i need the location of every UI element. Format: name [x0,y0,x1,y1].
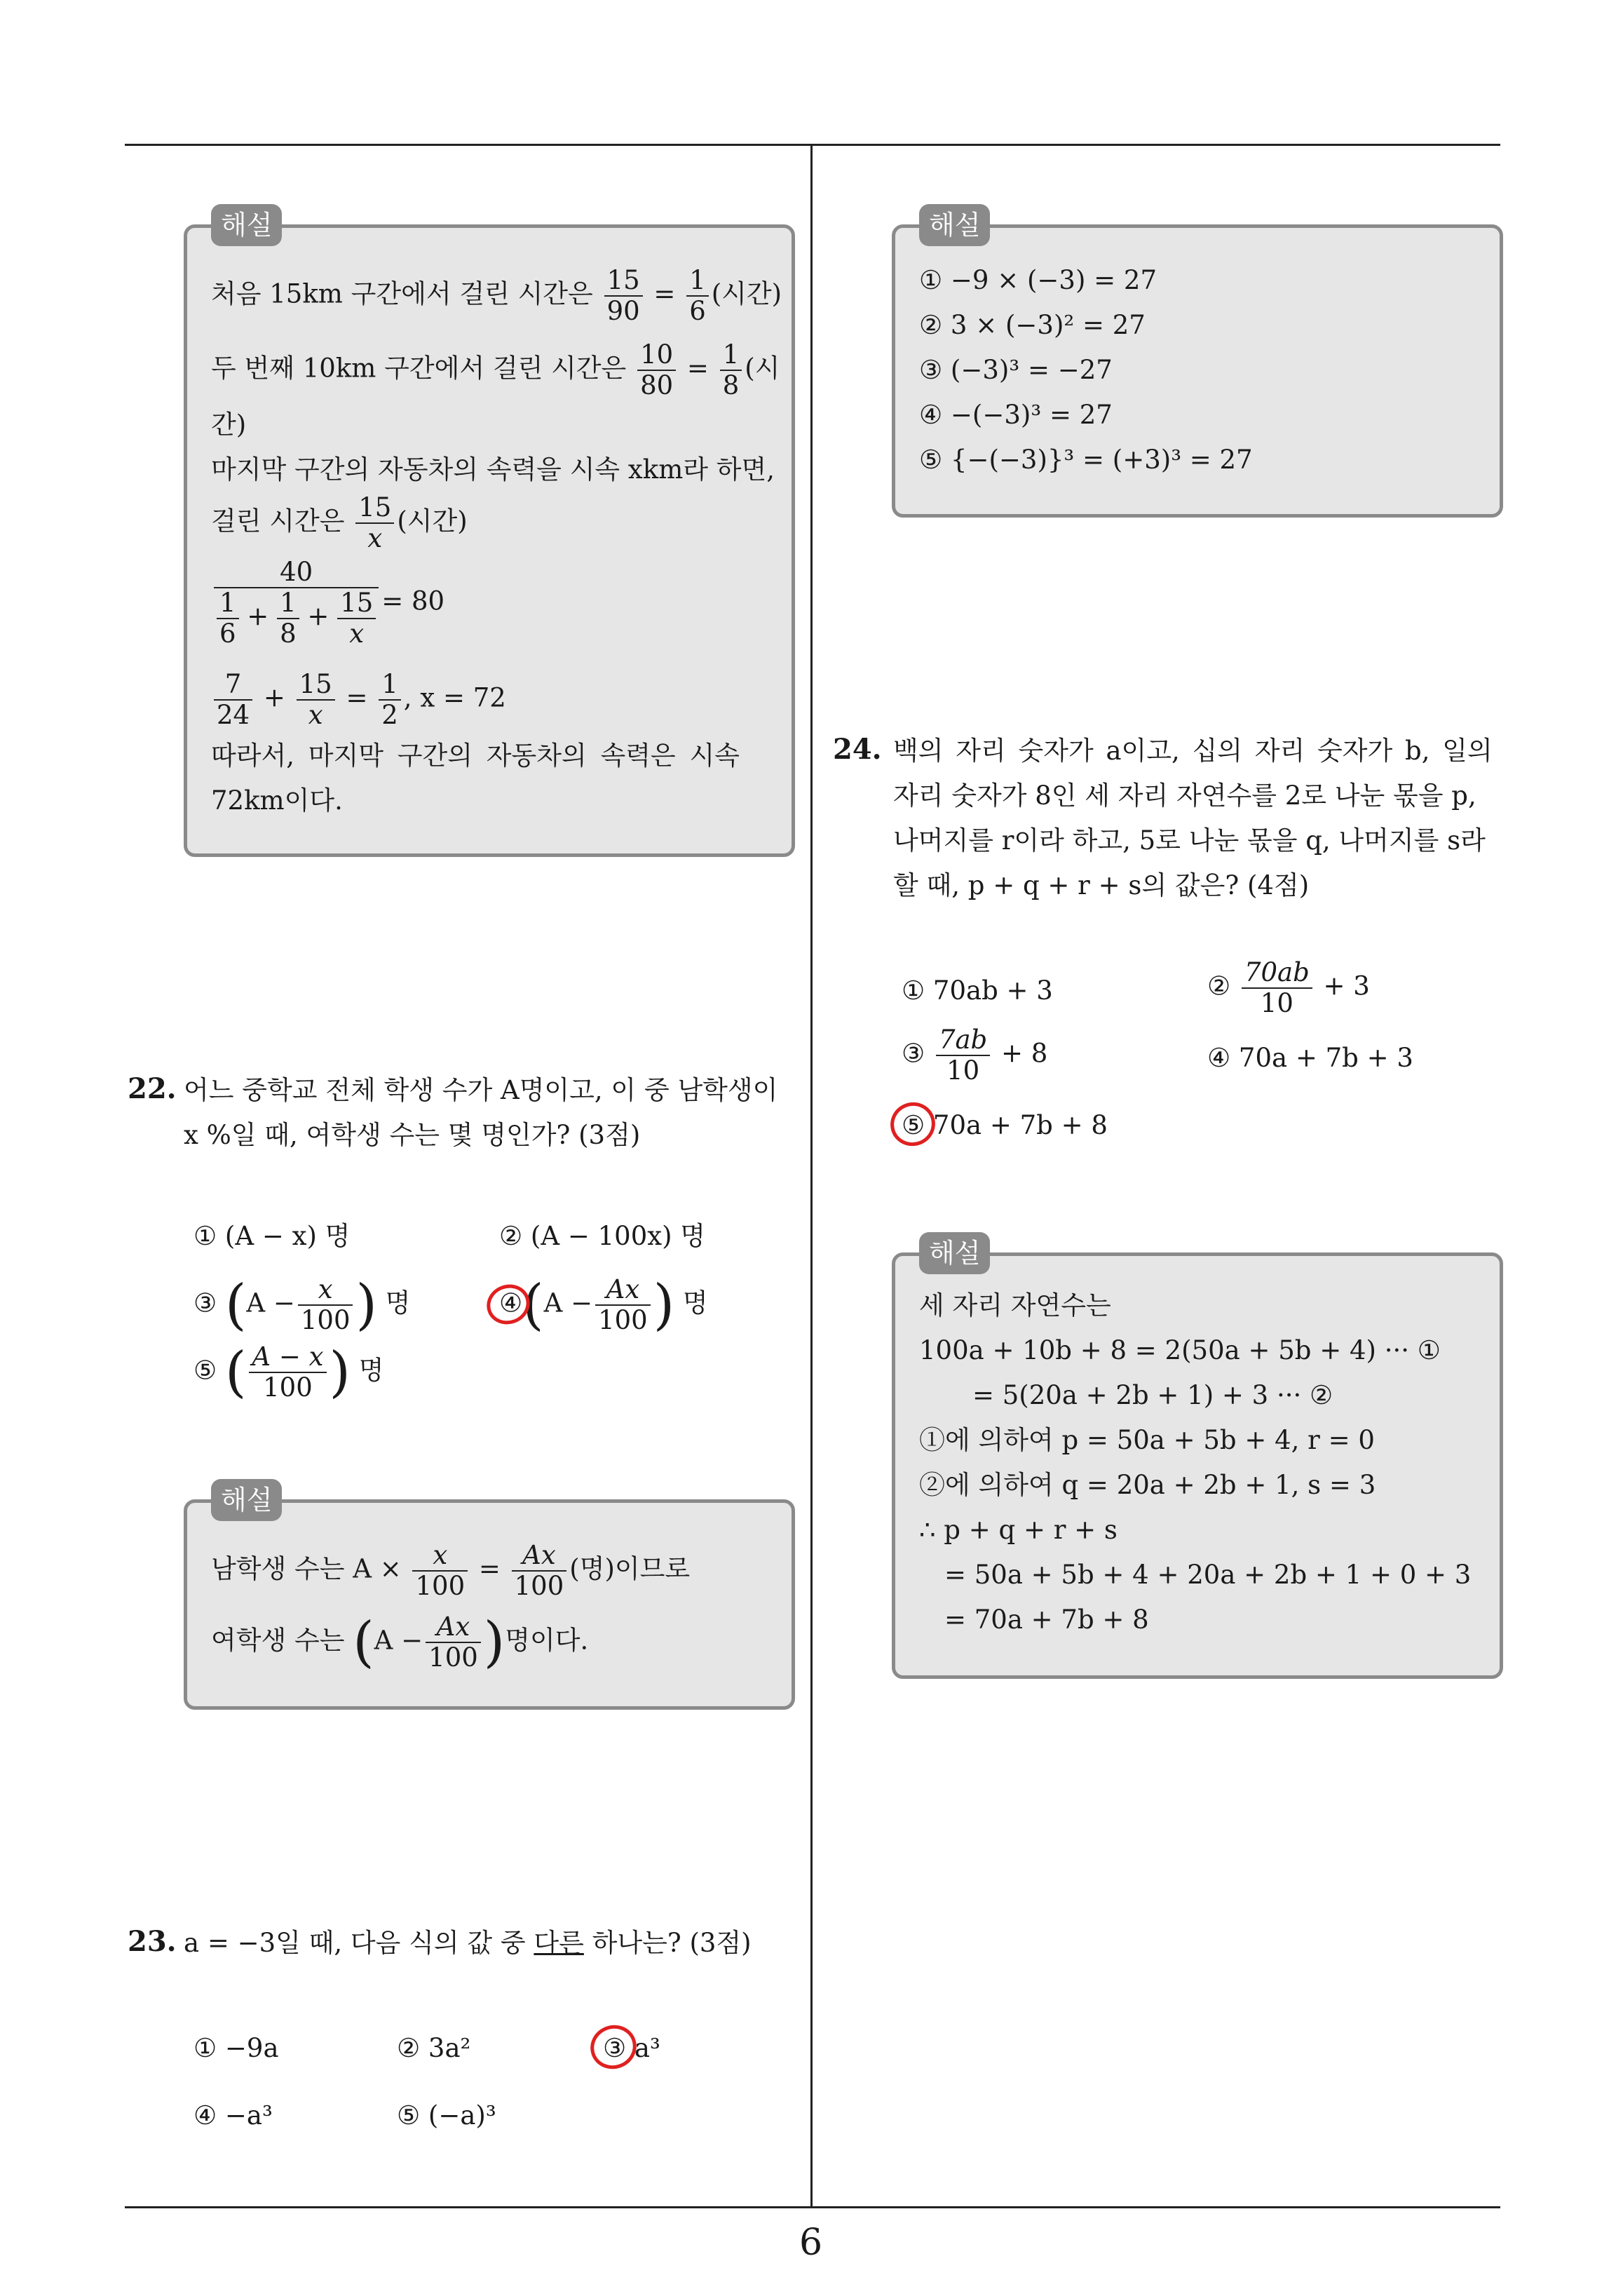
q22-sol-line2: 여학생 수는 (A − $\frac{Ax}{100}$ )명이다. [211,1611,589,1674]
q24-text-line1: 백의 자리 숫자가 a이고, 십의 자리 숫자가 b, 일의 [893,736,1493,766]
q23-option2[interactable]: ② 3a² [397,2033,471,2063]
solution-label: 해설 [919,204,990,246]
q23-option3[interactable]: ③ a³ [603,2033,660,2063]
q23-number: 23. [128,1925,177,1958]
solution-label: 해설 [211,1479,282,1521]
q24-sol-line3: = 5(20a + 2b + 1) + 3 ··· ② [972,1380,1333,1410]
sol21-line3: 간) [211,410,247,440]
q24-option2[interactable]: ② $\frac{70ab}{10}$ + 3 [1207,957,1370,1018]
q24-option3[interactable]: ③ $\frac{7ab}{10}$ + 8 [902,1025,1048,1086]
bottom-rule [125,2206,1500,2208]
q23-option1[interactable]: ① −9a [193,2033,279,2063]
q24-option4[interactable]: ④ 70a + 7b + 3 [1207,1043,1413,1073]
q22-option2[interactable]: ② (A − 100x) 명 [499,1221,706,1251]
sol21-line6: 40 $\frac{1}{6}$ + $\frac{1}{8}$ + $\frac{15}{x}$ = 80 [211,558,444,649]
sol21-line9: 72km이다. [211,785,343,816]
q24-text-line4: 할 때, p + q + r + s의 값은? (4점) [893,870,1310,900]
sol20-line1: ① −9 × (−3) = 27 [919,265,1157,295]
q24-number: 24. [833,733,882,766]
q22-option4[interactable]: ④(A − $\frac{Ax}{100}$ ) 명 [499,1274,708,1337]
page-number: 6 [799,2222,823,2264]
q22-text-line2: x %일 때, 여학생 수는 몇 명인가? (3점) [184,1120,641,1150]
sol21-line2: 두 번째 10km 구간에서 걸린 시간은 $\frac{10}{80}$ = $\frac{1}{8}$ (시 [211,339,780,400]
q23-option4[interactable]: ④ −a³ [193,2100,273,2130]
sol21-line4: 마지막 구간의 자동차의 속력을 시속 xkm라 하면, [211,454,775,485]
sol20-line5: ⑤ {−(−3)}³ = (+3)³ = 27 [919,445,1253,475]
q22-option1[interactable]: ① (A − x) 명 [193,1221,351,1251]
column-divider [810,144,813,2207]
sol21-line1: 처음 15km 구간에서 걸린 시간은 $\frac{15}{90}$ = $\frac{1}{6}$ (시간) [211,265,782,326]
sol21-line5: 걸린 시간은 $\frac{15}{x}$ (시간) [211,492,468,553]
q24-sol-line8: = 70a + 7b + 8 [944,1605,1149,1635]
q23-option5[interactable]: ⑤ (−a)³ [397,2100,496,2130]
q24-sol-line5: ②에 의하여 q = 20a + 2b + 1, s = 3 [919,1470,1376,1500]
q24-sol-line7: = 50a + 5b + 4 + 20a + 2b + 1 + 0 + 3 [944,1560,1472,1590]
q22-number: 22. [128,1072,177,1105]
solution-box-24 [892,1238,1503,1679]
q24-sol-line4: ①에 의하여 p = 50a + 5b + 4, r = 0 [919,1425,1375,1455]
top-rule [125,144,1500,146]
solution-label: 해설 [211,204,282,246]
solution-label: 해설 [919,1232,990,1274]
sol20-line4: ④ −(−3)³ = 27 [919,400,1113,430]
q24-option5[interactable]: ⑤ 70a + 7b + 8 [902,1110,1108,1140]
q22-sol-line1: 남학생 수는 A × $\frac{x}{100}$ = $\frac{Ax}{100}$ (명)이므로 [211,1540,691,1601]
q24-option1[interactable]: ① 70ab + 3 [902,975,1053,1006]
q24-sol-line1: 세 자리 자연수는 [919,1290,1111,1321]
q22-option5[interactable]: ⑤ ( $\frac{A - x}{100}$ ) 명 [193,1341,384,1404]
q24-text-line2: 자리 숫자가 8인 세 자리 자연수를 2로 나눈 몫을 p, [893,781,1476,811]
sol20-line3: ③ (−3)³ = −27 [919,355,1113,385]
q24-sol-line6: ∴ p + q + r + s [919,1515,1118,1545]
q22-text-line1: 어느 중학교 전체 학생 수가 A명이고, 이 중 남학생이 [184,1075,778,1105]
solution-box-22 [184,1485,795,1710]
q24-sol-line2: 100a + 10b + 8 = 2(50a + 5b + 4) ··· ① [919,1335,1441,1365]
solution-box-21 [184,210,795,857]
answer-circle-q24 [884,1096,941,1152]
sol20-line2: ② 3 × (−3)² = 27 [919,310,1146,340]
q24-text-line3: 나머지를 r이라 하고, 5로 나눈 몫을 q, 나머지를 s라 [893,825,1486,856]
sol21-line8: 따라서, 마지막 구간의 자동차의 속력은 시속 [211,741,740,771]
q23-text: a = −3일 때, 다음 식의 값 중 다른 하나는? (3점) [184,1928,752,1958]
answer-circle-q23 [584,2019,642,2076]
q22-option3[interactable]: ③ (A − $\frac{x}{100}$ ) 명 [193,1274,411,1337]
solution-box-20 [892,210,1503,518]
sol21-line7: $\frac{7}{24}$ + $\frac{15}{x}$ = $\frac{1}{2}$ , x = 72 [211,670,506,730]
